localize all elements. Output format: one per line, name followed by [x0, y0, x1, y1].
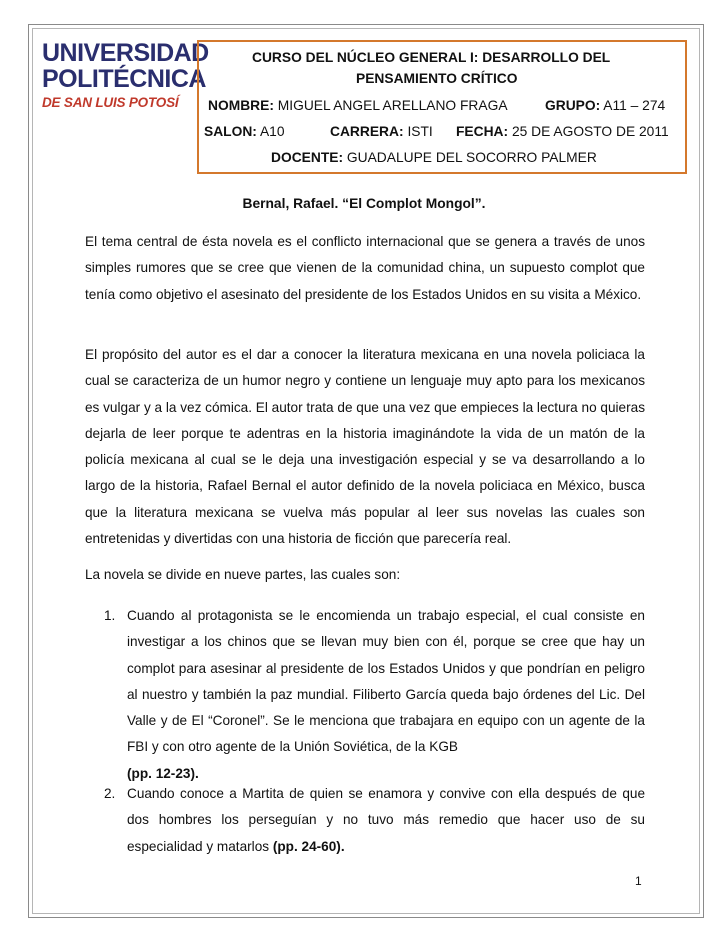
nombre-label: NOMBRE: — [208, 98, 274, 113]
list-item-body: Cuando al protagonista se le encomienda un trabajo especial, el cual consiste en investigar a los chinos que se llevan muy bien con él, porque se cree que hay un complot para asesinar al presidente de los Estados Unidos y que pondrían en peligro al nuestro y también la paz mundial. Filiberto García queda bajo órdenes del Lic. Del Valle y de El “Coronel”. Se le menciona que trabajara en equipo con un agente de la FBI y con otro agente de la Unión Soviética, de la KGB — [127, 608, 645, 755]
logo-line-3: DE SAN LUIS POTOSÍ — [42, 95, 179, 110]
course-title-line-1: CURSO DEL NÚCLEO GENERAL I: DESARROLLO DEL — [252, 50, 611, 65]
docente-row — [271, 150, 597, 166]
salon-row — [204, 124, 285, 140]
paragraph-1: El tema central de ésta novela es el conflicto internacional que se genera a través de unos simples rumores que se cree que vienen de la comunidad china, un supuesto complot que tenía como objetivo el asesinato del presidente de los Estados Unidos en su visita a México. — [85, 234, 645, 302]
list-number: 1. — [104, 608, 116, 623]
university-logo — [42, 39, 209, 111]
logo-line-1: UNIVERSIDAD — [42, 39, 209, 67]
page-reference: (pp. 12-23). — [127, 765, 199, 781]
salon-value: A10 — [259, 124, 285, 139]
grupo-value: A11 – 274 — [603, 98, 666, 113]
list-number: 2. — [104, 786, 116, 801]
page-number: 1 — [635, 874, 642, 888]
fecha-row — [456, 124, 669, 140]
carrera-label: CARRERA: — [330, 124, 404, 139]
docente-label: DOCENTE: — [271, 150, 344, 165]
list-item-text — [127, 603, 645, 787]
list-item-body: Cuando conoce a Martita de quien se enamora y convive con ella después de que dos hombres los perseguían y no tuvo más remedio que hacer uso de su especialidad y matarlos — [127, 786, 645, 854]
list-item — [104, 781, 645, 860]
page-reference: (pp. 24-60). — [272, 838, 345, 854]
grupo-label: GRUPO: — [545, 98, 601, 113]
carrera-value: ISTI — [407, 124, 433, 139]
paragraph-2: El propósito del autor es el dar a conocer la literatura mexicana en una novela policiaca la cual se caracteriza de un humor negro y contiene un lenguaje muy apto para los mexicanos es vulgar y a la vez cómica. El autor trata de que una vez que empieces la lectura no quieras dejarla de leer porque te adentras en la historia imaginándote la vida de un matón de la policía mexicana al cual se le deja una investigación especial y se va desarrollando a lo largo de la historia, Rafael Bernal el autor definido de la novela policiaca en México, busca que la literatura mexicana se vuelva más popular al leer sus novelas las cuales son entretenidas y divertidas con una historia de ficción que parecería real. — [85, 347, 645, 547]
docente-value: GUADALUPE DEL SOCORRO PALMER — [346, 150, 597, 165]
nombre-value: MIGUEL ANGEL ARELLANO FRAGA — [277, 98, 508, 113]
list-item — [104, 603, 645, 787]
carrera-row — [330, 124, 433, 140]
course-title-line-2: PENSAMIENTO CRÍTICO — [356, 71, 518, 86]
list-item-text — [127, 781, 645, 860]
fecha-label: FECHA: — [456, 124, 509, 139]
student-name-row — [208, 98, 508, 114]
fecha-value: 25 DE AGOSTO DE 2011 — [511, 124, 669, 139]
grupo-row — [545, 98, 665, 114]
paragraph-3: La novela se divide en nueve partes, las cuales son: — [85, 567, 401, 582]
document-title: Bernal, Rafael. “El Complot Mongol”. — [242, 196, 486, 211]
logo-line-2: POLITÉCNICA — [42, 65, 206, 93]
salon-label: SALON: — [204, 124, 257, 139]
